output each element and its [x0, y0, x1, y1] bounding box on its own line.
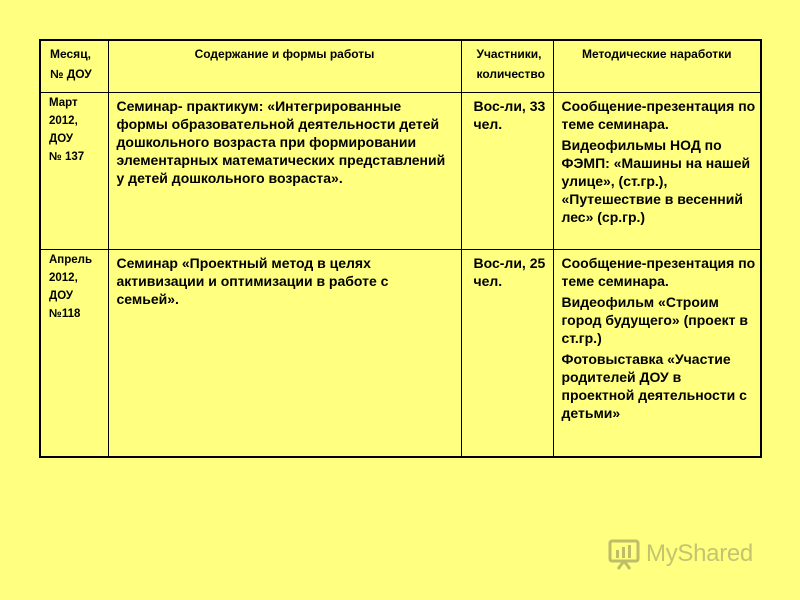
table-row — [40, 249, 761, 457]
month-cell: Апрель 2012, ДОУ №118 — [40, 249, 108, 457]
content-cell: Семинар- практикум: «Интегрированные формы образовательной деятельности детей дошкольного возраста при формировании элементарных математических представлений у детей дошкольного возраста». — [108, 92, 461, 249]
header-content: Содержание и формы работы — [108, 40, 461, 92]
participants-cell: Вос-ли, 25 чел. — [461, 249, 553, 457]
presentation-icon — [607, 537, 641, 571]
content-cell: Семинар «Проектный метод в целях активизации и оптимизации в работе с семьей». — [108, 249, 461, 457]
developments-cell — [553, 249, 761, 457]
development-item: Видеофильм «Строим город будущего» (проект в ст.гр.) — [561, 293, 748, 346]
watermark-text: MyShared — [646, 540, 753, 567]
development-item: Видеофильмы НОД по ФЭМП: «Машины на нашей улице», (ст.гр.), «Путешествие в весенний лес» (ср.гр.) — [561, 136, 751, 225]
development-item: Сообщение-презентация по теме семинара. — [561, 254, 756, 289]
watermark — [607, 536, 753, 572]
methodology-table — [39, 39, 762, 458]
table-header-row — [40, 40, 761, 92]
developments-cell — [553, 92, 761, 249]
header-developments: Методические наработки — [553, 40, 761, 92]
development-item: Фотовыставка «Участие родителей ДОУ в проектной деятельности с детьми» — [561, 350, 747, 421]
participants-cell: Вос-ли, 33 чел. — [461, 92, 553, 249]
table-row — [40, 92, 761, 249]
header-month: Месяц, № ДОУ — [40, 40, 108, 92]
development-item: Сообщение-презентация по теме семинара. — [561, 97, 756, 132]
month-cell: Март 2012, ДОУ № 137 — [40, 92, 108, 249]
header-participants: Участники, количество — [461, 40, 553, 92]
